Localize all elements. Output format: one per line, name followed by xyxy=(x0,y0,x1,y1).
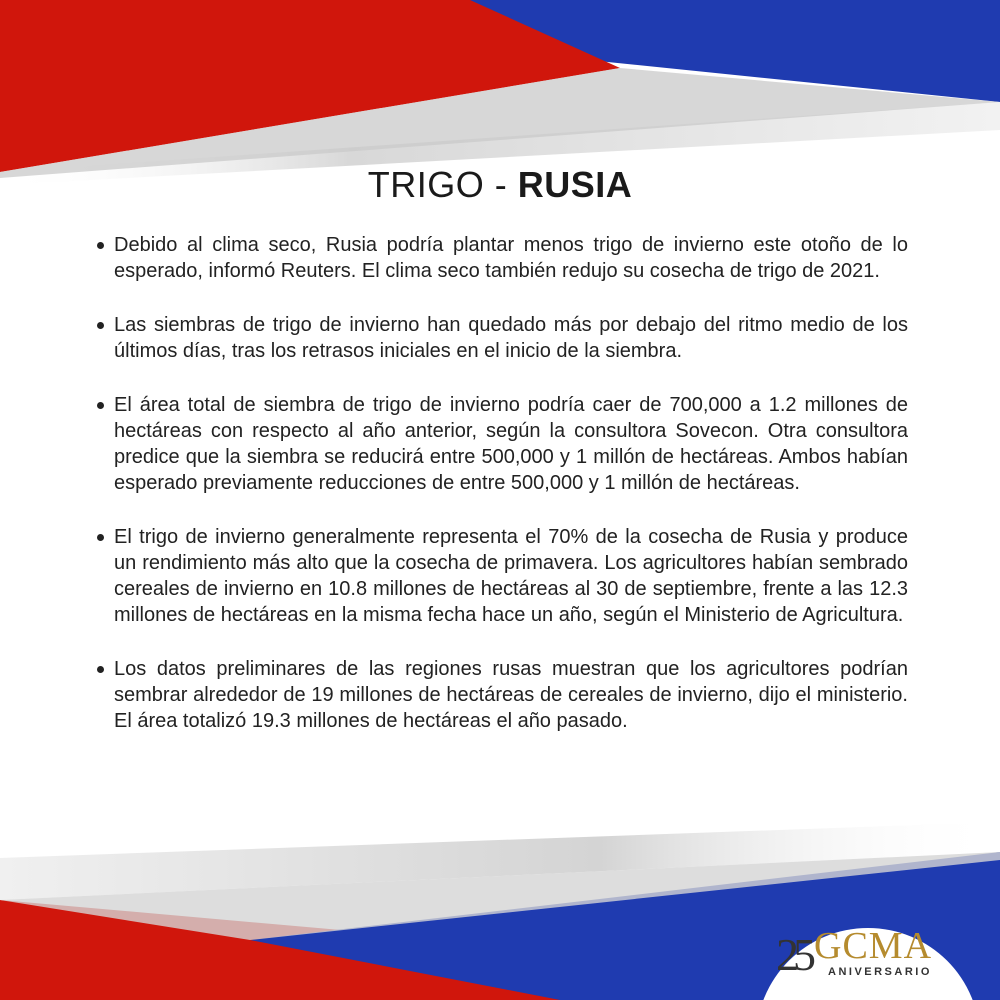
bullet-item: Debido al clima seco, Rusia podría plantar menos trigo de invierno este otoño de lo esperado, informó Reuters. El clima seco también redujo su cosecha de trigo de 2021. xyxy=(94,232,908,284)
bullet-list xyxy=(94,232,908,762)
bullet-item: Las siembras de trigo de invierno han quedado más por debajo del ritmo medio de los últimos días, tras los retrasos iniciales en el inicio de la siembra. xyxy=(94,312,908,364)
page-title xyxy=(0,164,1000,206)
logo-subtitle: ANIVERSARIO xyxy=(828,966,932,978)
gcma-logo xyxy=(760,900,1000,1000)
bullet-item: El área total de siembra de trigo de invierno podría caer de 700,000 a 1.2 millones de hectáreas con respecto al año anterior, según la consultora Sovecon. Otra consultora predice que la siembra se reducirá entre 500,000 y 1 millón de hectáreas. Ambos habían esperado previamente reducciones de entre 500,000 y 1 millón de hectáreas. xyxy=(94,392,908,496)
title-regular: TRIGO - xyxy=(367,164,518,205)
bullet-item: El trigo de invierno generalmente representa el 70% de la cosecha de Rusia y produce un rendimiento más alto que la cosecha de primavera. Los agricultores habían sembrado cereales de invierno en 10.8 millones de hectáreas al 30 de septiembre, frente a las 12.3 millones de hectáreas en la misma fecha hace un año, según el Ministerio de Agricultura. xyxy=(94,524,908,628)
logo-name: GCMA xyxy=(814,925,933,967)
title-bold: RUSIA xyxy=(517,164,633,205)
bullet-item: Los datos preliminares de las regiones rusas muestran que los agricultores podrían sembrar alrededor de 19 millones de hectáreas de cereales de invierno, dijo el ministerio. El área totalizó 19.3 millones de hectáreas el año pasado. xyxy=(94,656,908,734)
logo-anniversary-number: 25 xyxy=(776,929,810,980)
